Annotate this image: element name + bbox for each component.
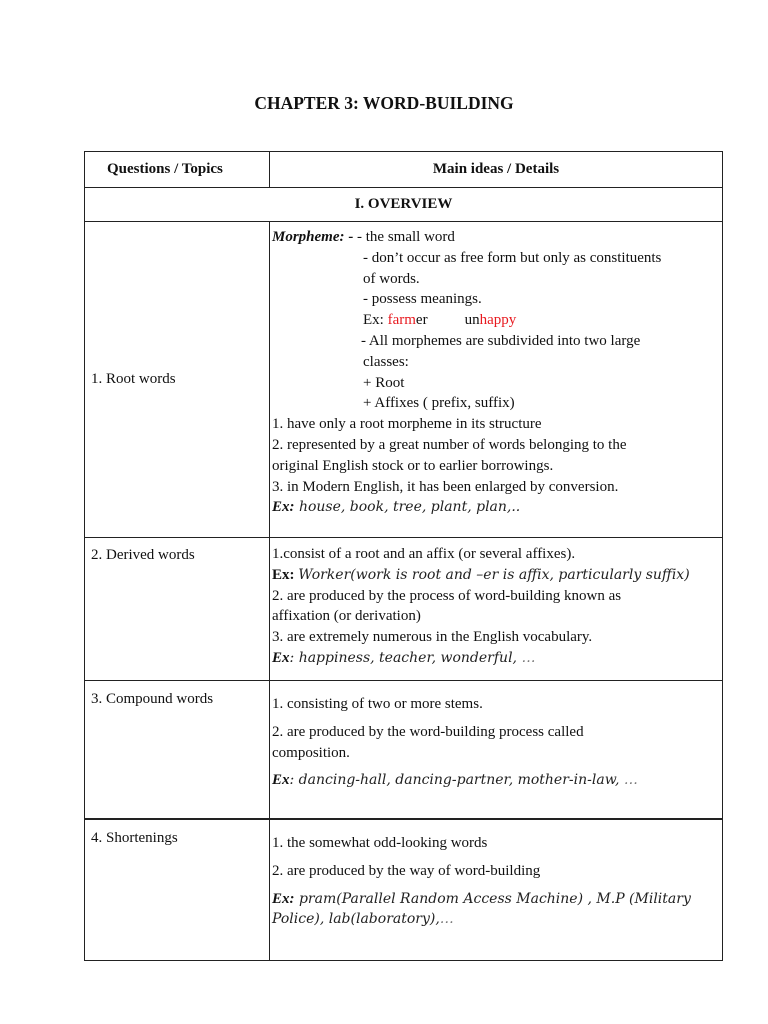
morpheme-definition: - the small word	[353, 229, 455, 245]
example-line	[272, 497, 722, 518]
point-line: 2. are produced by the way of word-building	[272, 862, 541, 879]
point-line: 1. have only a root morpheme in its structure	[272, 416, 542, 433]
example-line	[272, 648, 722, 669]
detail-line: - All morphemes are subdivided into two large	[361, 332, 641, 349]
example-text: and –er is affix, particularly suffix)	[441, 566, 690, 583]
section-row	[85, 188, 723, 222]
prefix-text: un	[464, 312, 480, 329]
topic-shortenings: 4. Shortenings	[85, 819, 270, 961]
topic-root-words: 1. Root words	[85, 222, 270, 538]
example-label: Ex:	[363, 312, 388, 329]
example-text: Police), lab(laboratory),	[272, 911, 440, 928]
details-shortenings	[270, 819, 723, 961]
point-line: 3. in Modern English, it has been enlarged by conversion.	[272, 478, 619, 495]
details-compound-words	[270, 681, 723, 820]
example-label: Ex:	[272, 499, 295, 516]
example-text: pram(Parallel Random Access Machine) , M.P (Military	[294, 890, 691, 907]
detail-line: classes:	[363, 353, 409, 370]
point-line: composition.	[272, 744, 350, 761]
table-row	[85, 819, 723, 961]
example-line	[272, 310, 722, 331]
table-row	[85, 681, 723, 820]
point-line: 2. are produced by the process of word-building known as	[272, 587, 622, 604]
details-derived-words	[270, 538, 723, 681]
topic-derived-words: 2. Derived words	[85, 538, 270, 681]
ellipsis: …	[439, 911, 454, 928]
point-line: 2. represented by a great number of words belonging to the	[272, 436, 627, 453]
point-line: 3. are extremely numerous in the English vocabulary.	[272, 629, 593, 646]
topic-compound-words: 3. Compound words	[85, 681, 270, 820]
detail-line: - don’t occur as free form but only as constituents	[363, 249, 662, 266]
root-highlight: Work	[298, 566, 336, 583]
point-line: 2. are produced by the word-building process called	[272, 723, 584, 740]
header-main-ideas: Main ideas / Details	[270, 152, 723, 188]
detail-line: + Affixes ( prefix, suffix)	[363, 395, 515, 412]
ellipsis: …	[623, 772, 638, 789]
example-label: Ex:	[272, 566, 299, 583]
detail-line: - possess meanings.	[363, 291, 482, 308]
table-row	[85, 538, 723, 681]
document-title: CHAPTER 3: WORD-BUILDING	[254, 93, 514, 113]
point-line: 1. the somewhat odd-looking words	[272, 835, 488, 851]
header-questions-topics: Questions / Topics	[85, 152, 270, 188]
root-highlight: root	[411, 566, 442, 583]
suffix-text: er	[415, 312, 428, 329]
point-line: affixation (or derivation)	[272, 608, 421, 625]
cornell-notes-table	[84, 151, 723, 961]
details-root-words	[270, 222, 723, 538]
example-text: ful,	[493, 649, 522, 666]
root-highlight: wonder	[440, 649, 494, 666]
ellipsis: …	[521, 649, 536, 666]
example-text: house, book, tree, plant, plan,..	[294, 499, 521, 516]
morpheme-label: Morpheme:	[272, 229, 345, 245]
root-highlight: farm	[387, 312, 416, 329]
example-text: : dancing-hall, dancing-partner, mother-in-law,	[289, 772, 624, 789]
header-row	[85, 152, 723, 188]
detail-line: + Root	[363, 374, 405, 391]
example-label: Ex:	[272, 890, 295, 907]
point-line: original English stock or to earlier borrowings.	[272, 457, 554, 474]
example-text: er,	[418, 649, 441, 666]
root-highlight: teach	[379, 649, 419, 666]
point-line: 1. consisting of two or more stems.	[272, 696, 483, 712]
example-line	[272, 565, 722, 586]
example-line	[272, 770, 722, 791]
morpheme-line: Morpheme: - - the small word	[272, 229, 455, 245]
example-line	[272, 909, 722, 930]
example-text: ness,	[338, 649, 380, 666]
example-text: er(work is	[335, 566, 412, 583]
example-label: Ex	[272, 649, 290, 666]
example-label: Ex	[272, 772, 290, 789]
root-highlight: happi	[298, 649, 339, 666]
section-overview: I. OVERVIEW	[85, 188, 723, 222]
detail-line: of words.	[363, 270, 420, 287]
point-line: 1.consist of a root and an affix (or several affixes).	[272, 546, 576, 562]
root-highlight: happy	[479, 312, 517, 329]
table-row	[85, 222, 723, 538]
example-line	[272, 889, 722, 910]
example-colon: :	[289, 649, 299, 666]
